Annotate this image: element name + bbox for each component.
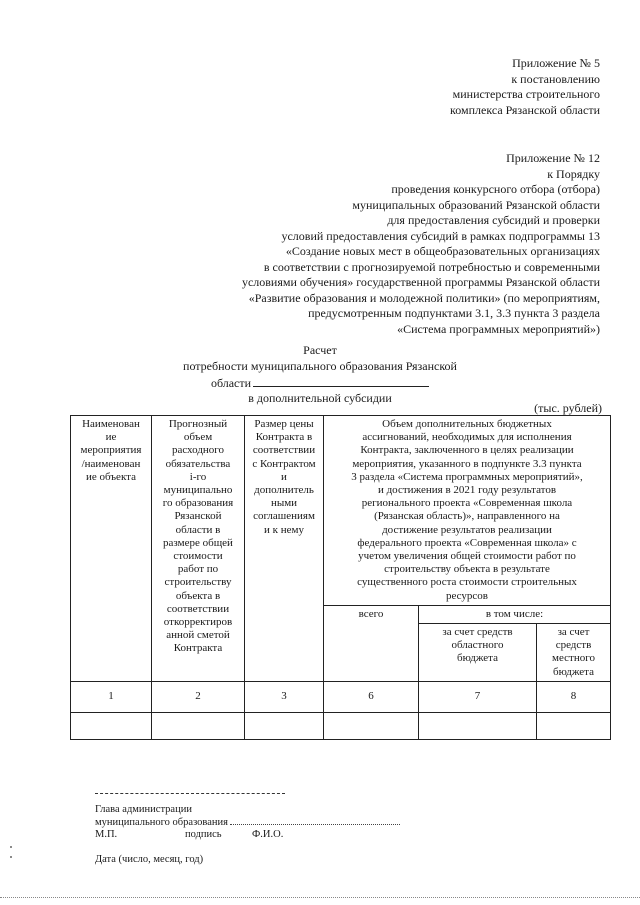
header-regional-budget	[419, 624, 537, 682]
header-text-line: го образования	[162, 497, 234, 510]
header-text-line: ресурсов	[446, 589, 488, 602]
header-text-line: существенного роста стоимости строительных	[357, 576, 577, 589]
region-label: области	[210, 376, 252, 390]
units-label: (тыс. рублей)	[534, 401, 602, 415]
header-text-line: учетом увеличения общей стоимости работ по	[358, 550, 576, 563]
scan-speck	[10, 856, 12, 858]
header-text-line: строительству	[164, 576, 232, 589]
header-text-line: областного	[451, 639, 504, 652]
annex-5-header	[450, 56, 600, 118]
header-text-line: анной сметой	[166, 629, 230, 642]
signature-fio-label: Ф.И.О.	[252, 829, 284, 840]
header-text-line: Контракта	[173, 642, 223, 655]
annex-line: министерства строительного	[452, 87, 600, 101]
header-text-line: Размер цены	[254, 418, 314, 430]
header-text-line: за счет средств	[442, 626, 513, 639]
header-text-line: Объем дополнительных бюджетных	[382, 418, 552, 430]
header-text-line: /наименован	[81, 457, 141, 470]
column-number: 1	[71, 681, 152, 712]
annex-line: «Развитие образования и молодежной политики» (по мероприятиям,	[248, 290, 600, 305]
header-text-line: за счет	[557, 626, 590, 639]
header-text-line: откорректиров	[163, 616, 233, 629]
header-text-line: области в	[175, 523, 221, 536]
header-text-line: бюджета	[552, 665, 594, 678]
annex-line: комплекса Рязанской области	[450, 102, 600, 117]
header-text-line: Контракта, заключенного в целях реализации	[360, 444, 574, 457]
header-text-line: местного	[552, 652, 595, 665]
header-forecast-obligation	[152, 416, 245, 682]
region-blank-field	[253, 375, 429, 387]
header-activity-name	[71, 416, 152, 682]
column-number: 2	[152, 681, 245, 712]
header-text-line: средств	[555, 639, 592, 652]
column-number: 3	[245, 681, 324, 712]
annex-line: для предоставления субсидий и проверки	[387, 213, 600, 227]
header-text-line: бюджета	[456, 652, 498, 665]
header-text-line: объем	[183, 431, 213, 444]
header-text-line: соответствии	[252, 444, 316, 457]
annex-line: муниципальных образований Рязанской области	[352, 197, 600, 212]
empty-cell[interactable]	[324, 712, 419, 739]
header-including: в том числе:	[419, 605, 611, 623]
scan-speck	[10, 846, 12, 848]
header-local-budget	[537, 624, 611, 682]
header-text-line: размере общей	[163, 536, 233, 549]
header-text-line: i-го	[189, 470, 207, 483]
header-text-line: 3 раздела «Система программных мероприятий»,	[351, 470, 583, 483]
seal-label: М.П.	[95, 829, 118, 840]
annex-line: в соответствии с прогнозируемой потребностью и современными	[263, 259, 600, 274]
header-text-line: Рязанской	[174, 510, 222, 523]
empty-cell[interactable]	[152, 712, 245, 739]
header-text-line: Контракта в	[255, 431, 313, 444]
signature-blank-field	[230, 815, 400, 825]
annex-12-header	[242, 151, 600, 337]
header-text-line: ассигнований, необходимых для исполнения	[362, 431, 572, 444]
empty-cell[interactable]	[419, 712, 537, 739]
empty-cell[interactable]	[537, 712, 611, 739]
header-text-line: и	[281, 470, 287, 483]
signature-municipality	[95, 815, 400, 829]
header-text-line: работ по	[177, 563, 219, 576]
document-title-line3: в дополнительной субсидии	[248, 391, 392, 405]
empty-cell[interactable]	[245, 712, 324, 739]
scan-edge	[0, 897, 640, 898]
empty-cell[interactable]	[71, 712, 152, 739]
header-text-line: ие	[105, 431, 117, 444]
header-text-line: объекта в	[175, 589, 221, 602]
document-heading: Расчет	[303, 343, 337, 357]
annex-line: к постановлению	[511, 71, 600, 86]
header-additional-allocations	[324, 416, 611, 606]
header-text-line: Прогнозный	[168, 418, 228, 430]
header-text-line: расходного	[171, 444, 225, 457]
header-total: всего	[324, 605, 419, 681]
annex-line: «Система программных мероприятий»)	[397, 321, 600, 336]
column-number: 8	[537, 681, 611, 712]
annex-line: проведения конкурсного отбора (отбора)	[391, 182, 600, 196]
header-text-line: стоимости	[173, 550, 223, 563]
annex-line: Приложение № 12	[506, 151, 600, 165]
signature-sign-label: подпись	[185, 829, 222, 840]
header-text-line: ными	[270, 497, 298, 510]
header-text-line: федерального проекта «Современная школа» с	[357, 536, 577, 549]
header-text-line: соответствии	[166, 602, 230, 615]
header-text-line: достижение результатов реализации	[382, 523, 552, 536]
signature-municipality-label: муниципального образования	[95, 817, 228, 828]
header-text-line: муниципально	[163, 484, 233, 497]
header-text-line: строительству объекта в результате	[384, 563, 550, 576]
header-text-line: регионального проекта «Современная школа	[361, 497, 573, 510]
annex-line: к Порядку	[547, 166, 600, 181]
signature-date-label: Дата (число, месяц, год)	[95, 854, 204, 865]
column-number: 6	[324, 681, 419, 712]
header-text-line: (Рязанская область)», направленного на	[374, 510, 560, 523]
calculation-table	[70, 415, 611, 740]
header-contract-price	[245, 416, 324, 682]
header-text-line: и к нему	[264, 523, 304, 536]
header-text-line: соглашениям	[253, 510, 315, 523]
document-title-line2	[0, 375, 640, 392]
annex-line: условий предоставления субсидий в рамках подпрограммы 13	[281, 228, 600, 243]
annex-line: условиями обучения» государственной программы Рязанской области	[241, 275, 600, 289]
annex-line: Приложение № 5	[512, 56, 600, 70]
header-text-line: обязательства	[165, 457, 231, 470]
signature-separator	[95, 793, 285, 794]
annex-line: предусмотренным подпунктами 3.1, 3.3 пункта 3 раздела	[308, 306, 600, 320]
header-text-line: мероприятия	[80, 444, 142, 457]
header-text-line: с Контрактом	[252, 457, 316, 470]
column-number: 7	[419, 681, 537, 712]
document-title-line1: потребности муниципального образования Рязанской	[183, 359, 457, 373]
signature-head-label: Глава администрации	[95, 804, 192, 815]
header-text-line: дополнитель	[254, 484, 314, 497]
annex-line: «Создание новых мест в общеобразовательных организациях	[285, 244, 600, 258]
header-text-line: мероприятия, указанного в подпункте 3.3 пункта	[352, 457, 582, 470]
header-text-line: и достижения в 2021 году результатов	[377, 484, 557, 497]
header-text-line: Наименован	[82, 418, 140, 430]
header-text-line: ие объекта	[86, 470, 136, 483]
